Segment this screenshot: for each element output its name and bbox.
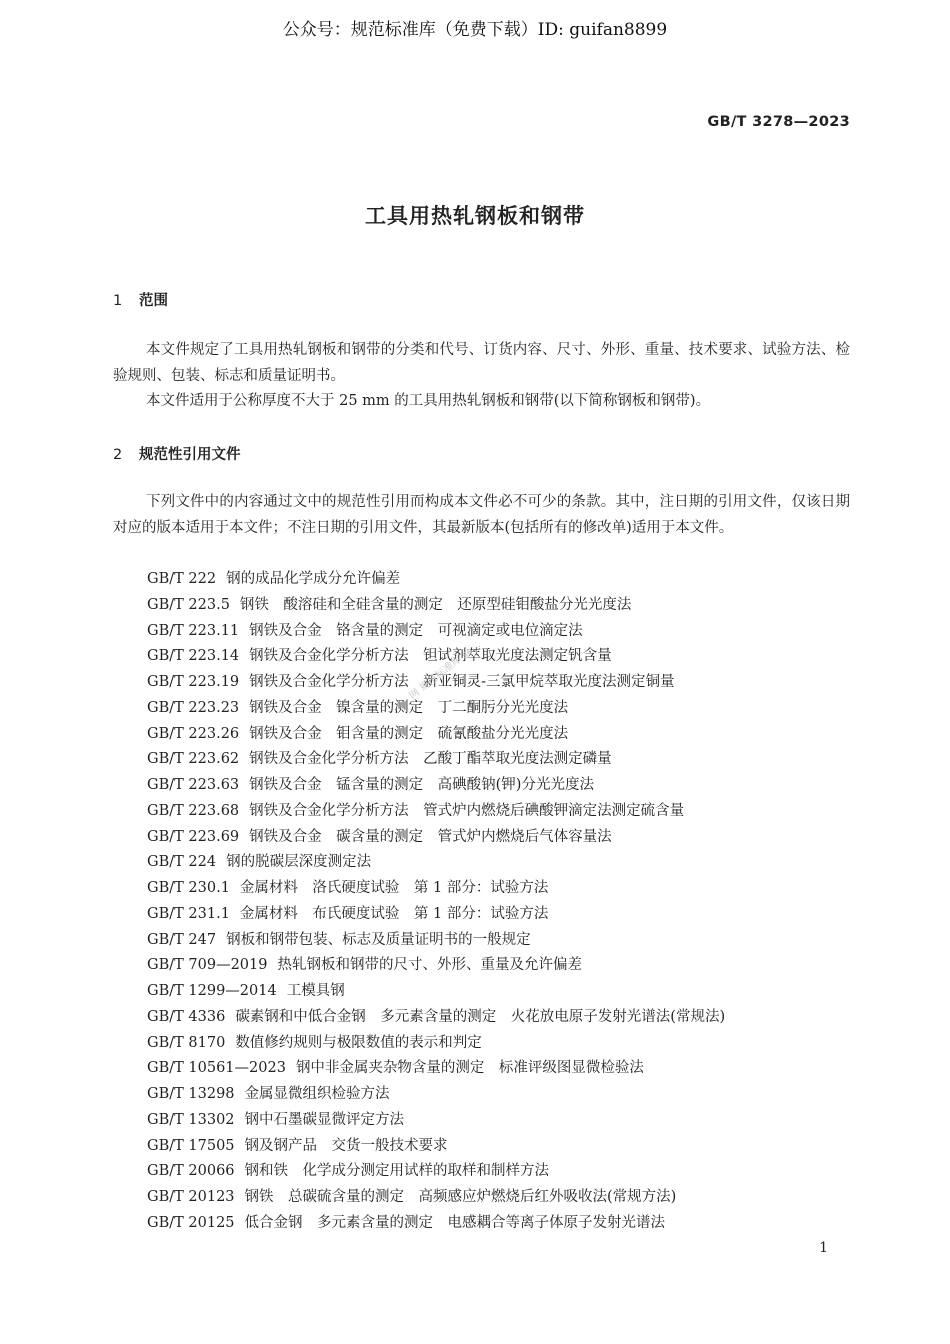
reference-item [147, 928, 725, 954]
section-1-heading [113, 289, 168, 310]
reference-code: GB/T 223.19 [147, 674, 240, 690]
reference-item [147, 1005, 725, 1031]
reference-title: 钢及钢产品 交货一般技术要求 [244, 1137, 448, 1154]
reference-title: 钢铁及合金 铬含量的测定 可视滴定或电位滴定法 [249, 622, 583, 639]
reference-code: GB/T 223.63 [147, 777, 240, 793]
reference-item [147, 747, 725, 773]
reference-code: GB/T 20066 [147, 1163, 235, 1180]
reference-title: 工模具钢 [286, 983, 345, 999]
reference-item [147, 567, 725, 593]
reference-title: 钢铁及合金化学分析方法 新亚铜灵-三氯甲烷萃取光度法测定铜量 [249, 674, 675, 690]
reference-code: GB/T 13298 [147, 1086, 235, 1102]
reference-item [147, 850, 725, 876]
reference-title: 金属显微组织检验方法 [244, 1086, 390, 1102]
reference-code: GB/T 17505 [147, 1137, 235, 1154]
reference-item [147, 1108, 725, 1134]
reference-code: GB/T 223.68 [147, 802, 240, 819]
reference-item [147, 1031, 725, 1057]
reference-item [147, 593, 725, 619]
section-1-paragraph-1: 本文件规定了工具用热轧钢板和钢带的分类和代号、订货内容、尺寸、外形、重量、技术要求、试验方法、检验规则、包装、标志和质量证明书。 [113, 342, 850, 384]
reference-item [147, 696, 725, 722]
reference-title: 金属材料 布氏硬度试验 第 1 部分：试验方法 [239, 905, 549, 922]
page-title: 工具用热轧钢板和钢带 [365, 204, 585, 228]
reference-code: GB/T 8170 [147, 1034, 226, 1051]
reference-code: GB/T 223.62 [147, 751, 240, 768]
reference-title: 金属材料 洛氏硬度试验 第 1 部分：试验方法 [239, 880, 549, 896]
reference-code: GB/T 223.26 [147, 725, 240, 742]
reference-code: GB/T 230.1 [147, 880, 230, 896]
reference-title: 钢铁及合金化学分析方法 钽试剂萃取光度法测定钒含量 [249, 648, 612, 665]
section-2-heading [113, 443, 241, 464]
reference-title: 钢铁及合金化学分析方法 乙酸丁酯萃取光度法测定磷量 [249, 751, 612, 768]
reference-title: 钢中非金属夹杂物含量的测定 标准评级图显微检验法 [295, 1060, 644, 1077]
reference-title: 钢的脱碳层深度测定法 [226, 854, 372, 871]
reference-item [147, 979, 725, 1005]
document-number: GB/T 3278—2023 [707, 114, 850, 130]
reference-code: GB/T 223.14 [147, 648, 240, 665]
reference-item [147, 1159, 725, 1185]
reference-code: GB/T 20123 [147, 1189, 235, 1205]
reference-title: 钢铁及合金 镍含量的测定 丁二酮肟分光光度法 [249, 699, 569, 716]
reference-title: 钢铁 总碳硫含量的测定 高频感应炉燃烧后红外吸收法(常规方法) [244, 1189, 677, 1205]
reference-title: 钢中石墨碳显微评定方法 [244, 1111, 405, 1128]
reference-item [147, 799, 725, 825]
reference-code: GB/T 231.1 [147, 905, 230, 922]
reference-code: GB/T 223.23 [147, 699, 240, 716]
reference-code: GB/T 13302 [147, 1111, 235, 1128]
reference-item [147, 876, 725, 902]
reference-code: GB/T 247 [147, 931, 217, 948]
reference-code: GB/T 4336 [147, 1008, 226, 1025]
reference-item [147, 773, 725, 799]
reference-code: GB/T 223.5 [147, 596, 230, 613]
reference-title: 钢铁及合金 碳含量的测定 管式炉内燃烧后气体容量法 [249, 828, 612, 845]
section-1-paragraph-2: 本文件适用于公称厚度不大于 25 mm 的工具用热轧钢板和钢带(以下简称钢板和钢带)。 [146, 393, 711, 409]
reference-code: GB/T 1299—2014 [147, 983, 277, 999]
reference-code: GB/T 10561—2023 [147, 1060, 286, 1077]
reference-code: GB/T 222 [147, 571, 217, 587]
reference-title: 钢铁及合金 钼含量的测定 硫氰酸盐分光光度法 [249, 725, 569, 742]
reference-item [147, 722, 725, 748]
section-title: 范围 [139, 293, 168, 309]
watermark: 网 规范标准库 se... [407, 639, 483, 702]
section-number: 2 [113, 447, 123, 463]
reference-title: 钢铁及合金化学分析方法 管式炉内燃烧后碘酸钾滴定法测定硫含量 [249, 802, 685, 819]
reference-title: 钢铁及合金 锰含量的测定 高碘酸钠(钾)分光光度法 [249, 777, 594, 793]
reference-item [147, 1082, 725, 1108]
reference-item [147, 953, 725, 979]
reference-item [147, 619, 725, 645]
reference-title: 数值修约规则与极限数值的表示和判定 [235, 1034, 482, 1051]
page-number: 1 [819, 1240, 828, 1256]
reference-title: 热轧钢板和钢带的尺寸、外形、重量及允许偏差 [277, 957, 582, 974]
reference-item [147, 902, 725, 928]
reference-item [147, 1134, 725, 1160]
reference-title: 低合金钢 多元素含量的测定 电感耦合等离子体原子发射光谱法 [244, 1214, 666, 1231]
reference-title: 碳素钢和中低合金钢 多元素含量的测定 火花放电原子发射光谱法(常规法) [235, 1008, 726, 1025]
reference-item [147, 1056, 725, 1082]
reference-title: 钢板和钢带包装、标志及质量证明书的一般规定 [226, 931, 531, 948]
section-2-paragraph-1: 下列文件中的内容通过文中的规范性引用而构成本文件必不可少的条款。其中，注日期的引用文件，仅该日期对应的版本适用于本文件；不注日期的引用文件，其最新版本(包括所有的修改单)适用于本文件。 [113, 494, 850, 536]
reference-title: 钢和铁 化学成分测定用试样的取样和制样方法 [244, 1163, 550, 1180]
reference-code: GB/T 709—2019 [147, 957, 268, 974]
reference-item [147, 825, 725, 851]
reference-title: 钢的成品化学成分允许偏差 [226, 571, 401, 587]
top-banner: 公众号：规范标准库（免费下载）ID: guifan8899 [282, 20, 668, 40]
section-number: 1 [113, 293, 123, 309]
reference-item [147, 1185, 725, 1211]
section-title: 规范性引用文件 [139, 447, 241, 463]
reference-title: 钢铁 酸溶硅和全硅含量的测定 还原型硅钼酸盐分光光度法 [239, 596, 632, 613]
reference-code: GB/T 223.69 [147, 828, 240, 845]
reference-code: GB/T 223.11 [147, 622, 240, 639]
reference-item [147, 1211, 725, 1237]
reference-code: GB/T 20125 [147, 1214, 235, 1231]
reference-code: GB/T 224 [147, 854, 217, 871]
